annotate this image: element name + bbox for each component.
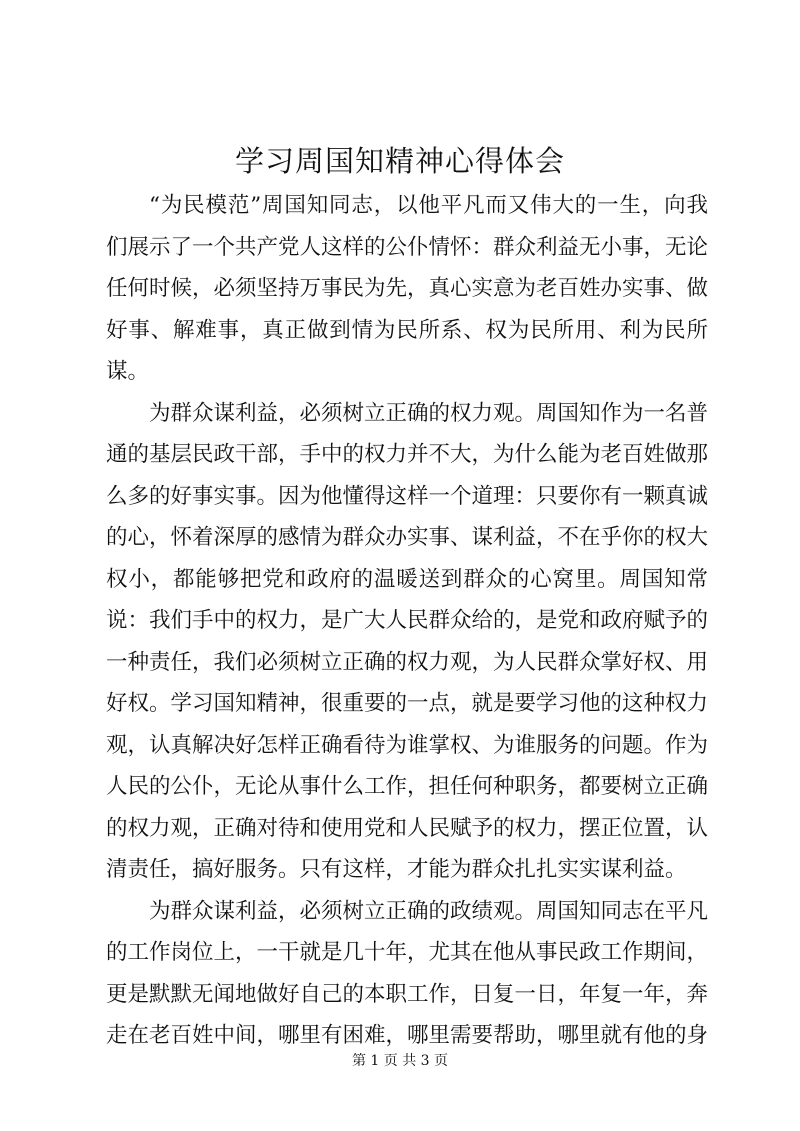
paragraph-2: 为群众谋利益，必须树立正确的权力观。周国知作为一名普通的基层民政干部，手中的权力并不大，为什么能为老百姓做那么多的好事实事。因为他懂得这样一个道理：只要你有一颗真诚的心，怀着深厚的感情为群众办实事、谋利益，不在乎你的权大权小，都能够把党和政府的温暖送到群众的心窝里。周国知常说：我们手中的权力，是广大人民群众给的，是党和政府赋予的一种责任，我们必须树立正确的权力观，为人民群众掌好权、用好权。学习国知精神，很重要的一点，就是要学习他的这种权力观，认真解决好怎样正确看待为谁掌权、为谁服务的问题。作为人民的公仆，无论从事什么工作，担任何种职务，都要树立正确的权力观，正确对待和使用党和人民赋予的权力，摆正位置，认清责任，搞好服务。只有这样，才能为群众扎扎实实谋利益。 — [106, 400, 709, 882]
document-title: 学习周国知精神心得体会 — [234, 144, 565, 178]
page-footer: 第 1 页 共 3 页 — [351, 1053, 449, 1069]
document-body — [106, 185, 708, 1057]
paragraph-1: “为民模范”周国知同志，以他平凡而又伟大的一生，向我们展示了一个共产党人这样的公仆情怀：群众利益无小事，无论任何时候，必须坚持万事民为先，真心实意为老百姓办实事、做好事、解难事，真正做到情为民所系、权为民所用、利为民所谋。 — [106, 193, 709, 384]
paragraph-3: 为群众谋利益，必须树立正确的政绩观。周国知同志在平凡的工作岗位上，一干就是几十年，尤其在他从事民政工作期间，更是默默无闻地做好自己的本职工作，日复一日，年复一年，奔走在老百姓中间，哪里有困难，哪里需要帮助，哪里就有他的身 — [106, 898, 709, 1048]
